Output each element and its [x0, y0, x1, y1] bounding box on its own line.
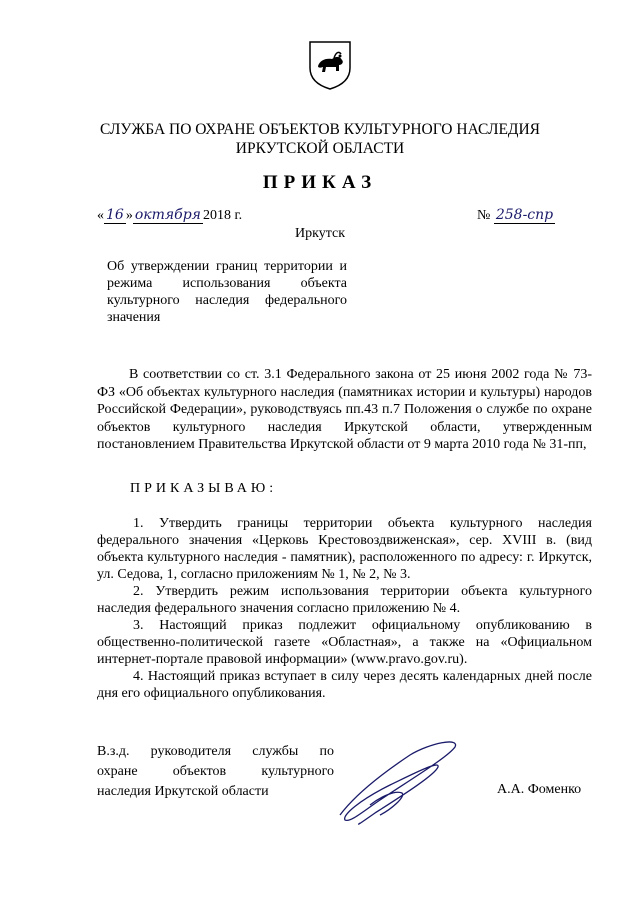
order-number [477, 207, 555, 224]
signer-position [97, 742, 334, 802]
order-item-2: 2. Утвердить режим использования территории объекта культурного наследия федерального значения согласно приложению № 4. [97, 584, 592, 616]
preamble-paragraph: В соответствии со ст. 3.1 Федерального закона от 25 июня 2002 года № 73-ФЗ «Об объектах культурного наследия (памятниках истории и культуры) народов Российской Федерации», руководствуясь пп.43 п.7 Положения о службе по охране объектов культурного наследия Иркутской области, утвержденным постановлением Правительства Иркутской области от 9 марта 2010 года № 31-пп, [97, 367, 592, 452]
date-close-quote: » [125, 208, 133, 223]
order-item-4: 4. Настоящий приказ вступает в силу через десять календарных дней после дня его официального опубликования. [97, 669, 592, 701]
order-subject: Об утверждении границ территории и режима использования объекта культурного наследия федерального значения [107, 259, 347, 325]
date-day: 16 [106, 207, 124, 223]
signer-line-3: наследия Иркутской области [97, 784, 269, 799]
org-name-line1: СЛУЖБА ПО ОХРАНЕ ОБЪЕКТОВ КУЛЬТУРНОГО НАСЛЕДИЯ [99, 121, 541, 138]
date-open-quote: « [97, 208, 104, 223]
document-title: ПРИКАЗ [262, 172, 378, 193]
order-item-1: 1. Утвердить границы территории объекта культурного наследия федерального значения «Церковь Крестовоздвиженская», сер. XVIII в. (вид объекта культурного наследия - памятник), расположенного по адресу: г. Иркутск, ул. Седова, 1, согласно приложениям № 1, № 2, № 3. [97, 516, 592, 582]
org-name-line2: ИРКУТСКОЙ ОБЛАСТИ [235, 140, 405, 157]
number-value: 258-спр [495, 207, 554, 223]
order-directive: ПРИКАЗЫВАЮ: [130, 481, 278, 496]
signer-line-2: охране объектов культурного [97, 764, 334, 779]
number-prefix: № [477, 208, 491, 223]
order-date [97, 207, 242, 224]
handwritten-signature [320, 735, 470, 830]
signer-line-1: В.з.д. руководителя службы по [97, 744, 334, 759]
coat-of-arms-icon [306, 38, 354, 90]
order-city: Иркутск [294, 226, 346, 241]
date-month: октября [134, 207, 201, 223]
order-item-3: 3. Настоящий приказ подлежит официальному опубликованию в общественно-политической газете «Областная», а также на «Официальном интернет-портале правовой информации» (www.pravo.gov.ru). [97, 618, 592, 667]
date-year: 2018 г. [202, 208, 243, 223]
signer-name: А.А. Фоменко [497, 782, 582, 797]
